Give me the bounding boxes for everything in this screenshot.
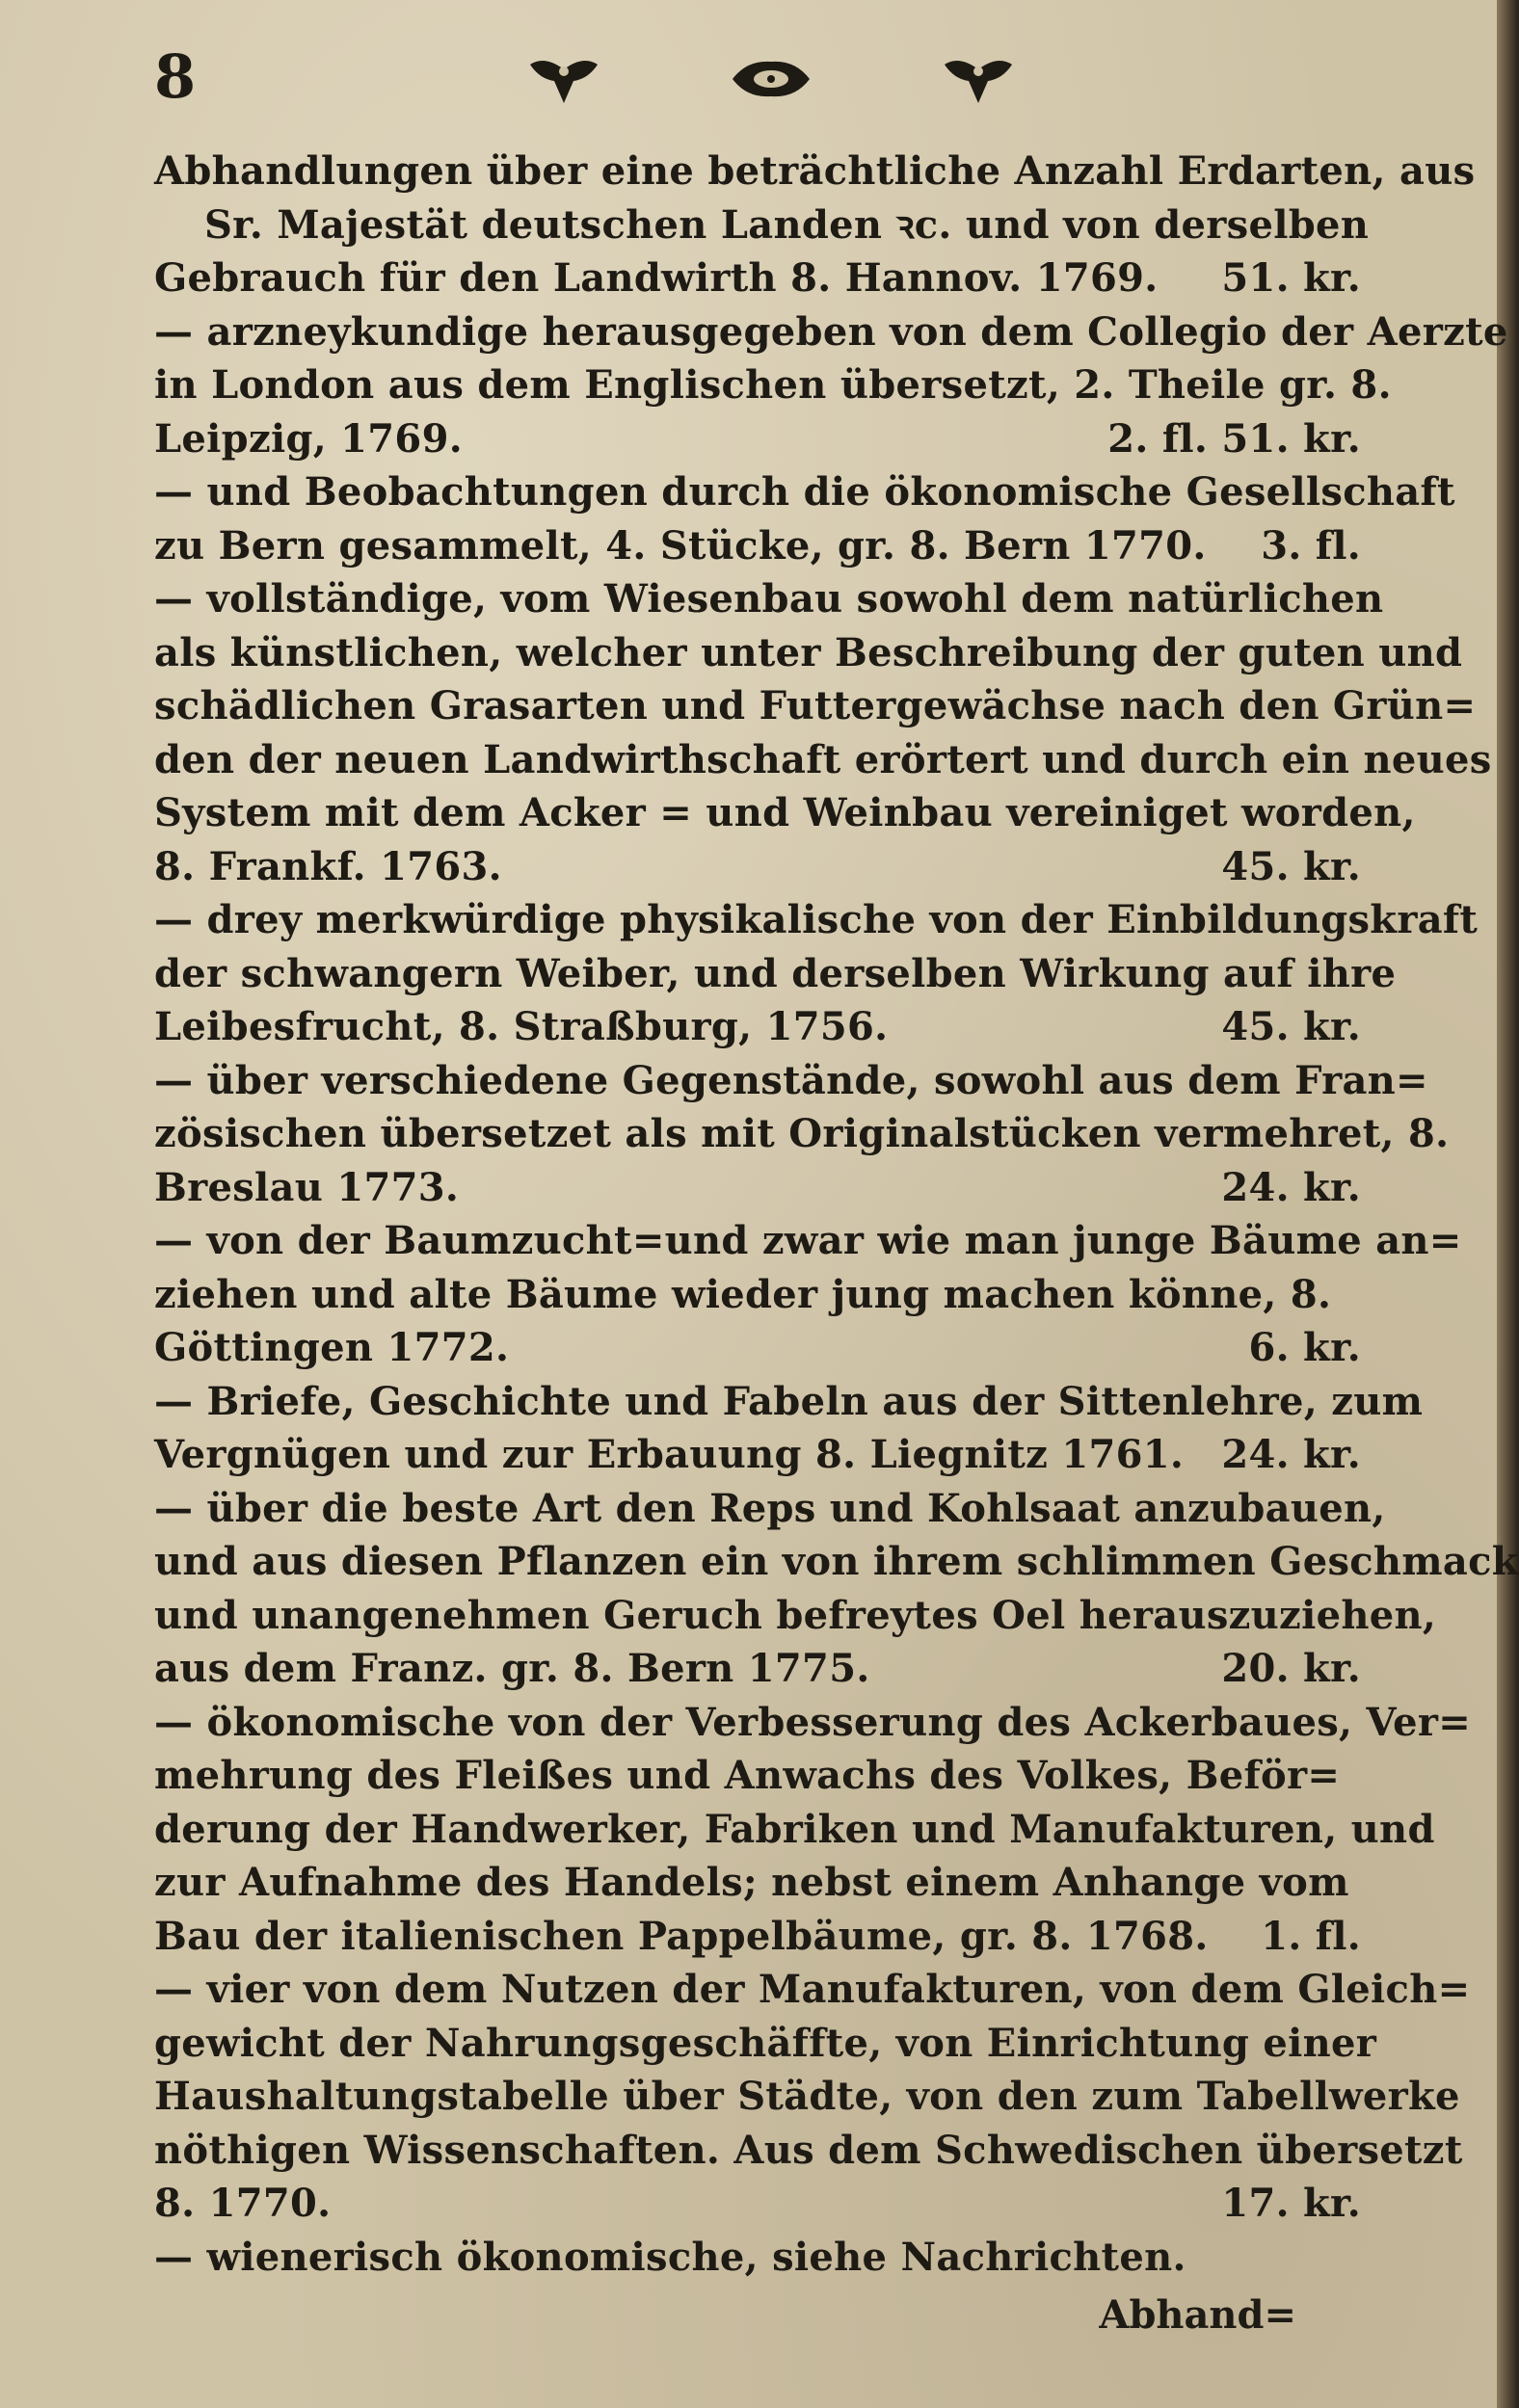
text-line xyxy=(154,1375,1424,1429)
line-text: Leibesfrucht, 8. Straßburg, 1756. xyxy=(154,1004,889,1049)
line-text: — vier von dem Nutzen der Manufakturen, von dem Gleich= xyxy=(154,1967,1471,2012)
text-line xyxy=(154,1107,1450,1161)
text-line xyxy=(154,893,1479,947)
line-text: schädlichen Grasarten und Futtergewächse nach den Grün= xyxy=(154,683,1477,728)
line-text: — ökonomische von der Verbesserung des Ackerbaues, Ver= xyxy=(154,1699,1472,1745)
text-line xyxy=(154,2017,1377,2071)
text-line xyxy=(154,1161,1361,1215)
text-line xyxy=(154,2070,1460,2124)
line-text: nöthigen Wissenschaften. Aus dem Schwedischen übersetzt xyxy=(154,2127,1463,2173)
text-line xyxy=(154,1749,1361,1803)
text-line xyxy=(154,1214,1462,1268)
text-line xyxy=(154,1000,1361,1054)
text-line xyxy=(154,1535,1519,1589)
line-text: — über die beste Art den Reps und Kohlsaat anzubauen, xyxy=(154,1485,1386,1531)
line-text: — Briefe, Geschichte und Fabeln aus der Sittenlehre, zum xyxy=(154,1378,1424,1424)
text-line xyxy=(154,2231,1361,2285)
text-line xyxy=(154,1803,1435,1857)
text-line xyxy=(154,412,1361,466)
line-text: Gebrauch für den Landwirth 8. Hannov. 1769. xyxy=(154,255,1159,301)
catchword: Abhand= xyxy=(1099,2292,1296,2338)
line-text: Leipzig, 1769. xyxy=(154,415,463,462)
fleuron-right-icon xyxy=(935,50,1022,108)
line-text: System mit dem Acker = und Weinbau vereiniget worden, xyxy=(154,790,1416,835)
line-text: Vergnügen und zur Erbauung 8. Liegnitz 1761. xyxy=(154,1432,1185,1477)
fleuron-left-icon xyxy=(520,50,607,108)
line-text: 8. 1770. xyxy=(154,2181,332,2226)
page-number: 8 xyxy=(154,41,197,112)
line-text: zösischen übersetzet als mit Originalstücken vermehret, 8. xyxy=(154,1111,1450,1156)
text-line xyxy=(154,1589,1437,1643)
line-price: 51. kr. xyxy=(1221,255,1361,301)
line-text: und unangenehmen Geruch befreytes Oel herauszuziehen, xyxy=(154,1592,1437,1638)
line-text: — und Beobachtungen durch die ökonomische Gesellschaft xyxy=(154,469,1455,515)
text-line xyxy=(154,2124,1463,2178)
line-price: 24. kr. xyxy=(1221,1432,1361,1477)
line-text: Bau der italienischen Pappelbäume, gr. 8. 1768. xyxy=(154,1913,1209,1959)
line-text: — wienerisch ökonomische, siehe Nachrichten. xyxy=(154,2234,1186,2280)
line-text: Sr. Majestät deutschen Landen ꝛc. und von derselben xyxy=(204,201,1370,248)
text-line xyxy=(154,1963,1471,2017)
line-price: 1. fl. xyxy=(1261,1913,1361,1959)
line-text: 8. Frankf. 1763. xyxy=(154,843,502,889)
fleuron-center-icon xyxy=(728,50,814,108)
text-line xyxy=(154,1268,1361,1322)
line-text: zur Aufnahme des Handels; nebst einem Anhange vom xyxy=(154,1860,1349,1905)
text-line xyxy=(154,305,1508,359)
line-text: der schwangern Weiber, und derselben Wirkung auf ihre xyxy=(154,950,1397,996)
line-text: Abhandlungen über eine beträchtliche Anzahl Erdarten, aus xyxy=(154,148,1476,194)
page-body xyxy=(154,145,1519,2284)
line-price: 45. kr. xyxy=(1221,843,1361,889)
line-text: Göttingen 1772. xyxy=(154,1325,510,1370)
line-text: zu Bern gesammelt, 4. Stücke, gr. 8. Bern 1770. xyxy=(154,522,1207,569)
text-line xyxy=(154,1054,1428,1108)
line-price: 17. kr. xyxy=(1221,2181,1361,2226)
text-line xyxy=(154,1642,1361,1696)
line-text: — arzneykundige herausgegeben von dem Collegio der Aerzte xyxy=(154,308,1508,355)
text-line xyxy=(154,1856,1361,1910)
line-text: — drey merkwürdige physikalische von der Einbildungskraft xyxy=(154,897,1479,942)
line-text: Breslau 1773. xyxy=(154,1164,460,1210)
text-line xyxy=(154,465,1455,519)
line-text: in London aus dem Englischen übersetzt, 2. Theile gr. 8. xyxy=(154,362,1392,408)
text-line xyxy=(154,145,1476,198)
page-edge xyxy=(1497,0,1518,2408)
text-line xyxy=(154,251,1361,305)
text-line xyxy=(154,840,1361,894)
text-line xyxy=(154,733,1492,787)
line-text: — über verschiedene Gegenstände, sowohl aus dem Fran= xyxy=(154,1057,1428,1103)
text-line xyxy=(154,679,1477,733)
text-line xyxy=(154,519,1361,573)
text-line xyxy=(154,1321,1361,1375)
text-line xyxy=(154,626,1463,680)
line-text: gewicht der Nahrungsgeschäffte, von Einrichtung einer xyxy=(154,2020,1377,2066)
line-text: den der neuen Landwirthschaft erörtert und durch ein neues xyxy=(154,736,1492,782)
text-line xyxy=(154,198,1370,252)
line-price: 2. fl. 51. kr. xyxy=(1107,415,1361,462)
text-line xyxy=(154,786,1416,840)
line-text: mehrung des Fleißes und Anwachs des Volkes, Beför= xyxy=(154,1753,1341,1798)
line-text: — vollständige, vom Wiesenbau sowohl dem natürlichen xyxy=(154,576,1384,622)
line-price: 6. kr. xyxy=(1248,1325,1361,1370)
text-line xyxy=(154,947,1397,1001)
line-text: derung der Handwerker, Fabriken und Manufakturen, und xyxy=(154,1806,1435,1852)
line-price: 24. kr. xyxy=(1221,1164,1361,1210)
line-text: als künstlichen, welcher unter Beschreibung der guten und xyxy=(154,629,1463,675)
text-line xyxy=(154,1910,1361,1964)
line-price: 20. kr. xyxy=(1221,1646,1361,1691)
line-text: ziehen und alte Bäume wieder jung machen könne, 8. xyxy=(154,1271,1332,1317)
header-ornaments xyxy=(520,50,1022,118)
text-line xyxy=(154,572,1384,626)
line-text: und aus diesen Pflanzen ein von ihrem schlimmen Geschmack xyxy=(154,1539,1519,1584)
text-line xyxy=(154,1428,1361,1482)
page-header xyxy=(0,39,1518,125)
line-text: Haushaltungstabelle über Städte, von den zum Tabellwerke xyxy=(154,2074,1460,2119)
line-price: 45. kr. xyxy=(1221,1004,1361,1049)
text-line xyxy=(154,1482,1386,1536)
text-line xyxy=(154,2177,1361,2231)
text-line xyxy=(154,358,1392,412)
line-text: aus dem Franz. gr. 8. Bern 1775. xyxy=(154,1646,870,1691)
line-price: 3. fl. xyxy=(1261,522,1361,569)
text-line xyxy=(154,1696,1472,1750)
line-text: — von der Baumzucht=und zwar wie man junge Bäume an= xyxy=(154,1218,1462,1263)
